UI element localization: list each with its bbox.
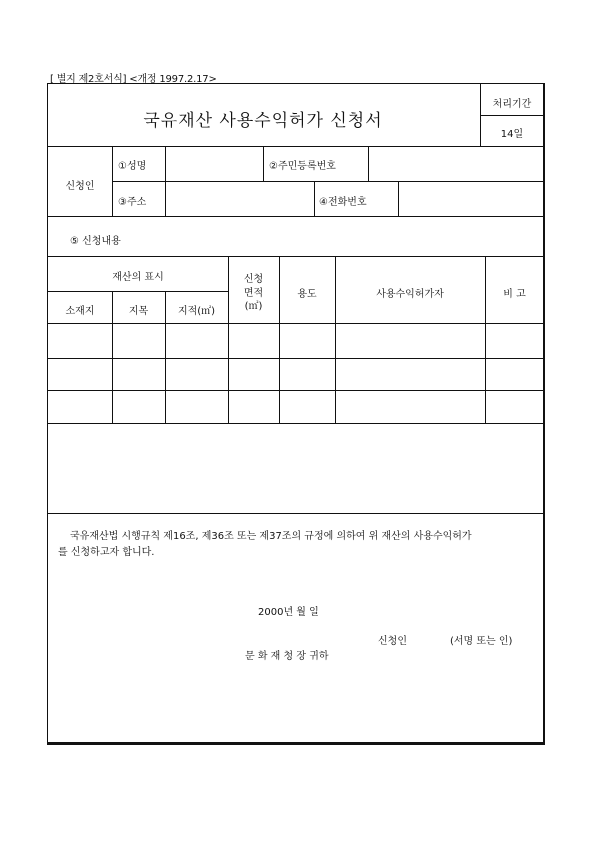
addressee: 문 화 재 청 장 귀하: [245, 651, 329, 662]
request-section-label: ⑤ 신청내용: [70, 236, 121, 247]
processing-period-value: 14일: [500, 129, 524, 140]
col-location: 소재지: [65, 306, 95, 317]
col-use: 용도: [297, 289, 317, 300]
form-title: 국유재산 사용수익허가 신청서: [143, 111, 383, 131]
col-requested-area-1: 신청: [243, 274, 264, 285]
resident-number-label: ②주민등록번호: [269, 161, 336, 172]
address-label: ③주소: [118, 197, 147, 208]
phone-label: ④전화번호: [319, 197, 367, 208]
signature-note[interactable]: (서명 또는 인): [450, 636, 513, 647]
form-note-bracket: [: [50, 74, 54, 85]
col-permit-holder: 사용수익허가자: [376, 289, 444, 300]
form-number: 별지 제2호서식]: [56, 74, 127, 85]
applicant-signature-label: 신청인: [378, 636, 407, 647]
applicant-section-label: 신청인: [65, 181, 95, 192]
col-remarks: 비 고: [503, 289, 526, 300]
application-date[interactable]: 2000년 월 일: [258, 607, 319, 618]
revision-date: <개정 1997.2.17>: [129, 74, 217, 85]
col-lot-type: 지목: [128, 306, 149, 317]
col-area: 지적(㎡): [177, 306, 216, 317]
application-form: [47, 83, 545, 745]
property-group-header: 재산의 표시: [112, 272, 164, 283]
statement-text: [58, 529, 538, 561]
statement-line-1: 국유재산법 시행규칙 제16조, 제36조 또는 제37조의 규정에 의하여 위 재산의 사용수익허가: [70, 531, 472, 542]
col-requested-area-2: 면적: [243, 288, 264, 299]
name-label: ①성명: [118, 161, 147, 172]
col-requested-area-3: (㎡): [244, 301, 263, 312]
processing-period-label: 처리기간: [492, 99, 532, 110]
statement-line-2: 를 신청하고자 합니다.: [58, 547, 155, 558]
